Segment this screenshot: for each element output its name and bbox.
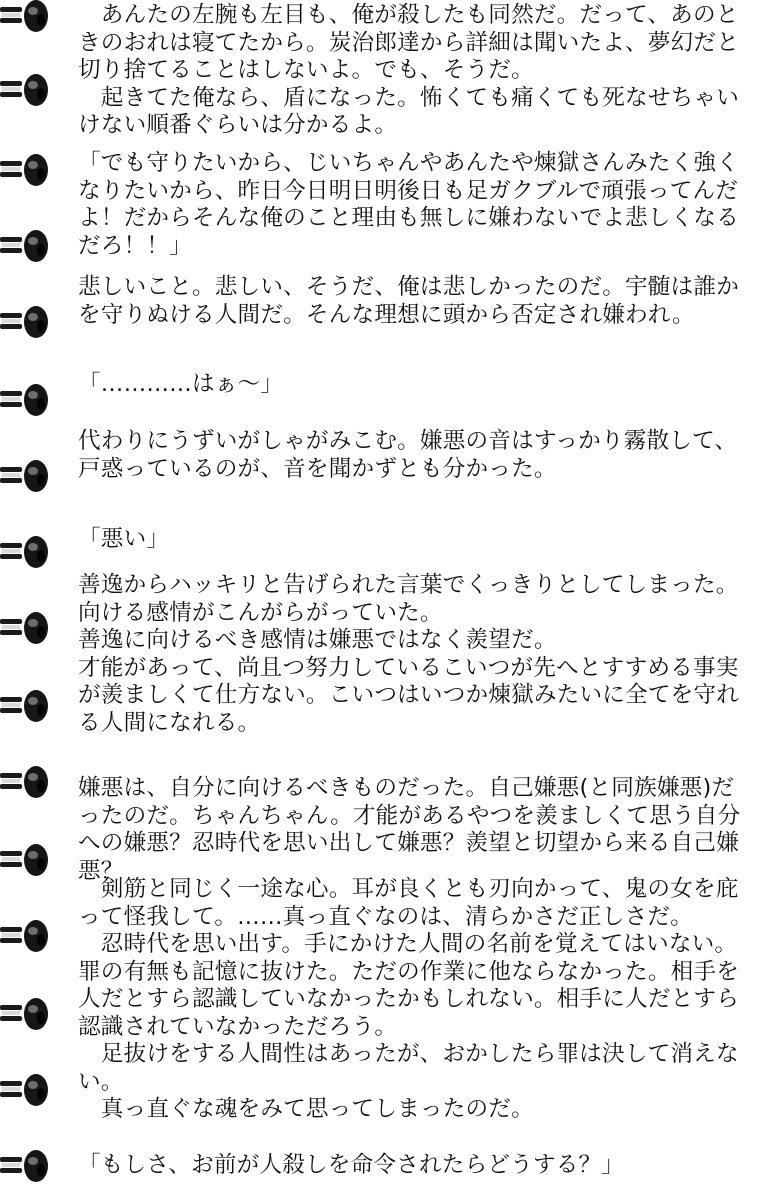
- paragraph-2: 「でも守りたいから、じいちゃんやあんたや煉獄さんみたく強くなりたいから、昨日今日明日明後日も足ガクブルで頑張ってんだよ！だからそんな俺のこと理由も無しに嫌わないでよ悲しくなるだろ！！」: [78, 150, 740, 259]
- spiral-ring-icon: [0, 1070, 52, 1110]
- spiral-ring-icon: [0, 302, 52, 342]
- paragraph-8: 嫌悪は、自分に向けるべきものだった。自己嫌悪(と同族嫌悪)だったのだ。ちゃんちゃん。才能があるやつを羨ましくて思う自分への嫌悪？忍時代を思い出して嫌悪？羨望と切望から来る自己嫌悪？: [78, 775, 741, 884]
- spiral-ring-icon: [0, 226, 52, 266]
- spiral-ring-icon: [0, 70, 52, 110]
- paragraph-5: 代わりにうずいがしゃがみこむ。嫌悪の音はすっかり霧散して、戸惑っているのが、音を聞かずとも分かった。: [78, 428, 738, 482]
- spiral-ring-icon: [0, 0, 52, 36]
- paragraph-10: 「もしさ、お前が人殺しを命令されたらどうする？」: [78, 1152, 625, 1178]
- spiral-ring-icon: [0, 840, 52, 880]
- paragraph-9: 剣筋と同じく一途な心。耳が良くとも刃向かって、鬼の女を庇って怪我して。……真っ直ぐなのは、清らかさだ正しさだ。 忍時代を思い出す。手にかけた人間の名前を覚えてはいない。罪の有無も記憶に抜けた。ただの作業に他ならなかった。相手を人だとすら認識していなかったかもしれない。相手に人だとすら認識されていなかっただろう。 足抜けをする人間性はあったが、おかしたら罪は決して消えない。 真っ直ぐな魂をみて思ってしまったのだ。: [78, 876, 740, 1122]
- spiral-ring-icon: [0, 150, 52, 190]
- paragraph-6: 「悪い」: [78, 526, 170, 552]
- spiral-ring-icon: [0, 380, 52, 420]
- spiral-ring-icon: [0, 608, 52, 648]
- spiral-ring-icon: [0, 686, 52, 726]
- spiral-ring-icon: [0, 532, 52, 572]
- spiral-ring-icon: [0, 762, 52, 802]
- notebook-binding: [0, 0, 60, 1200]
- spiral-ring-icon: [0, 456, 52, 496]
- paragraph-7: 善逸からハッキリと告げられた言葉でくっきりとしてしまった。 向ける感情がこんがらがっていた。 善逸に向けるべき感情は嫌悪ではなく羨望だ。 才能があって、尚且つ努力しているこいつが先へとすすめる事実が羨ましくて仕方ない。こいつはいつか煉獄みたいに全てを守れる人間になれる。: [78, 572, 740, 736]
- paragraph-3: 悲しいこと。悲しい、そうだ、俺は悲しかったのだ。宇髄は誰かを守りぬける人間だ。そんな理想に頭から否定され嫌われ。: [78, 274, 740, 328]
- spiral-ring-icon: [0, 994, 52, 1034]
- spiral-ring-icon: [0, 1146, 52, 1186]
- paragraph-4: 「…………はぁ〜」: [78, 371, 284, 397]
- spiral-ring-icon: [0, 916, 52, 956]
- paragraph-1: あんたの左腕も左目も、俺が殺したも同然だ。だって、あのときのおれは寝てたから。炭治郎達から詳細は聞いたよ、夢幻だと切り捨てることはしないよ。でも、そうだ。 起きてた俺なら、盾になった。怖くても痛くても死なせちゃいけない順番ぐらいは分かるよ。: [78, 2, 740, 138]
